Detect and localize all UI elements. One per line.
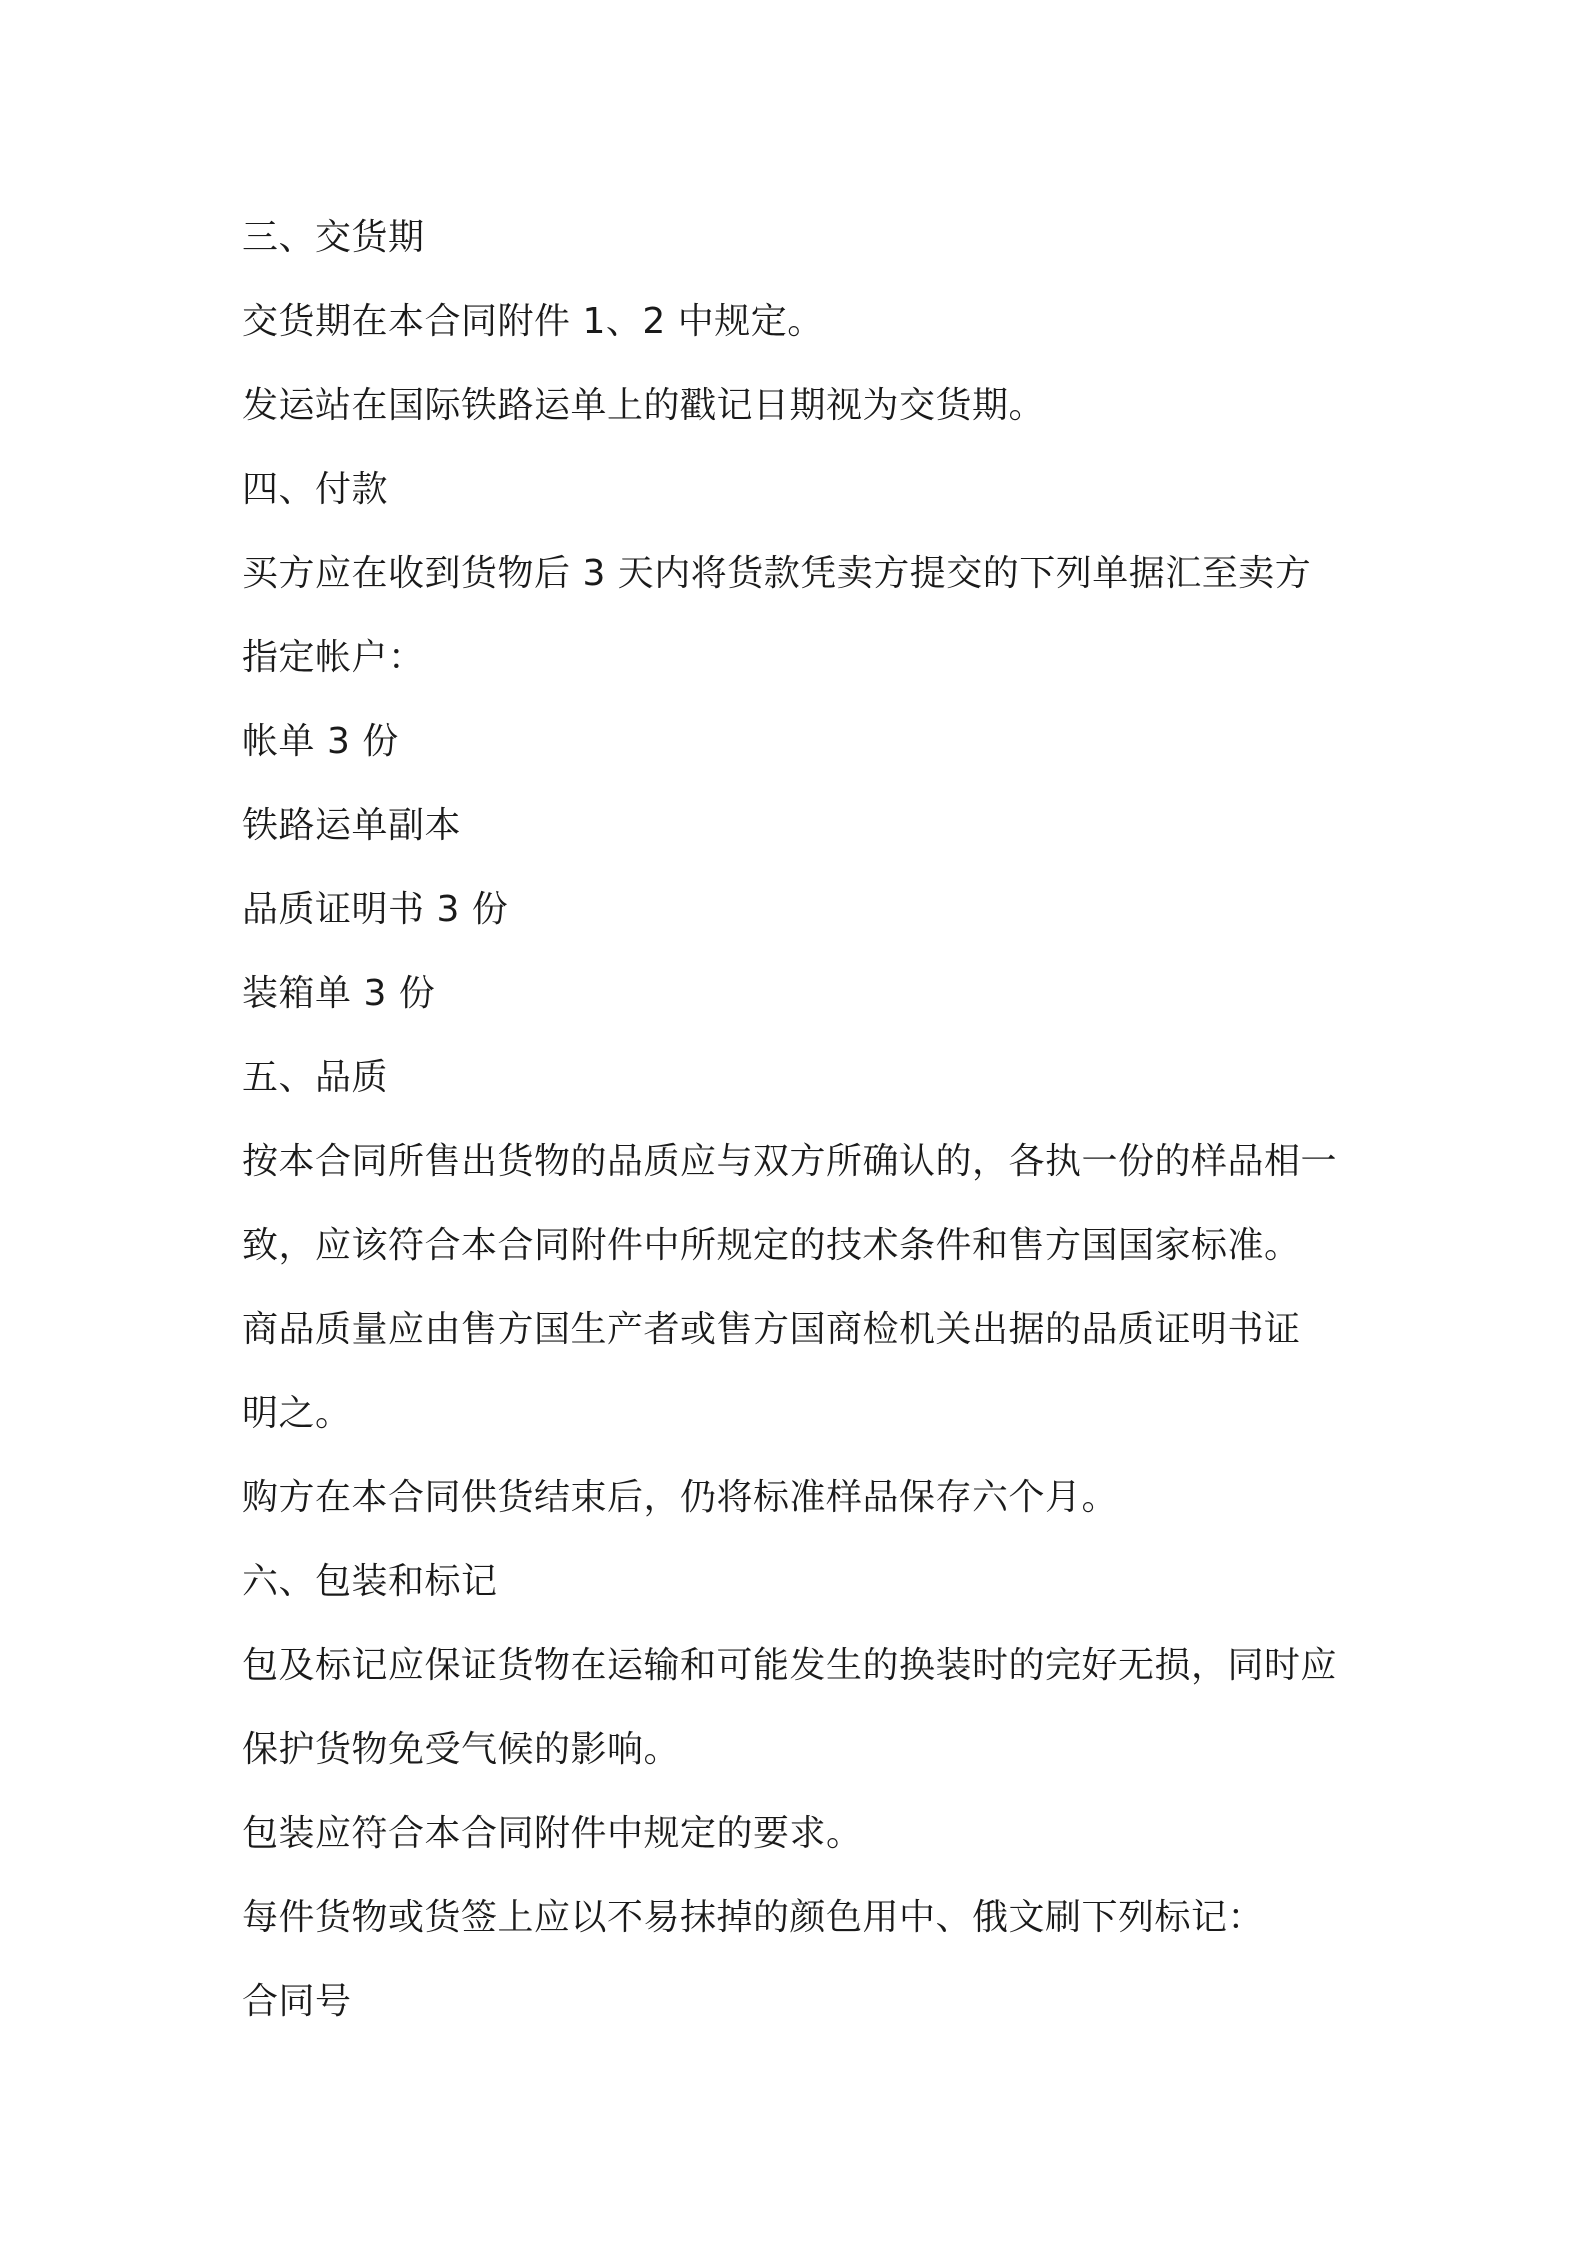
paragraph-line: 购方在本合同供货结束后，仍将标准样品保存六个月。	[242, 1477, 1119, 1518]
list-item: 帐单 3 份	[242, 721, 399, 762]
paragraph-line: 按本合同所售出货物的品质应与双方所确认的，各执一份的样品相一	[242, 1141, 1338, 1182]
list-item: 品质证明书 3 份	[242, 889, 509, 930]
paragraph-line: 明之。	[242, 1393, 352, 1434]
list-item: 合同号	[242, 1981, 352, 2022]
paragraph-line: 致，应该符合本合同附件中所规定的技术条件和售方国国家标准。	[242, 1225, 1301, 1266]
paragraph-line: 发运站在国际铁路运单上的戳记日期视为交货期。	[242, 385, 1046, 426]
list-item: 装箱单 3 份	[242, 973, 436, 1014]
paragraph-line: 每件货物或货签上应以不易抹掉的颜色用中、俄文刷下列标记：	[242, 1897, 1265, 1938]
section-heading-quality: 五、品质	[242, 1057, 389, 1098]
paragraph-line: 包及标记应保证货物在运输和可能发生的换装时的完好无损，同时应	[242, 1645, 1338, 1686]
document-body	[242, 196, 1362, 2044]
list-item: 铁路运单副本	[242, 805, 462, 846]
paragraph-line: 买方应在收到货物后 3 天内将货款凭卖方提交的下列单据汇至卖方	[242, 553, 1312, 594]
paragraph-line: 交货期在本合同附件 1、2 中规定。	[242, 301, 824, 342]
section-heading-payment: 四、付款	[242, 469, 389, 510]
paragraph-line: 指定帐户：	[242, 637, 425, 678]
section-heading-packing: 六、包装和标记	[242, 1561, 498, 1602]
paragraph-line: 包装应符合本合同附件中规定的要求。	[242, 1813, 863, 1854]
paragraph-line: 保护货物免受气候的影响。	[242, 1729, 681, 1770]
paragraph-line: 商品质量应由售方国生产者或售方国商检机关出据的品质证明书证	[242, 1309, 1301, 1350]
section-heading-delivery: 三、交货期	[242, 217, 425, 258]
